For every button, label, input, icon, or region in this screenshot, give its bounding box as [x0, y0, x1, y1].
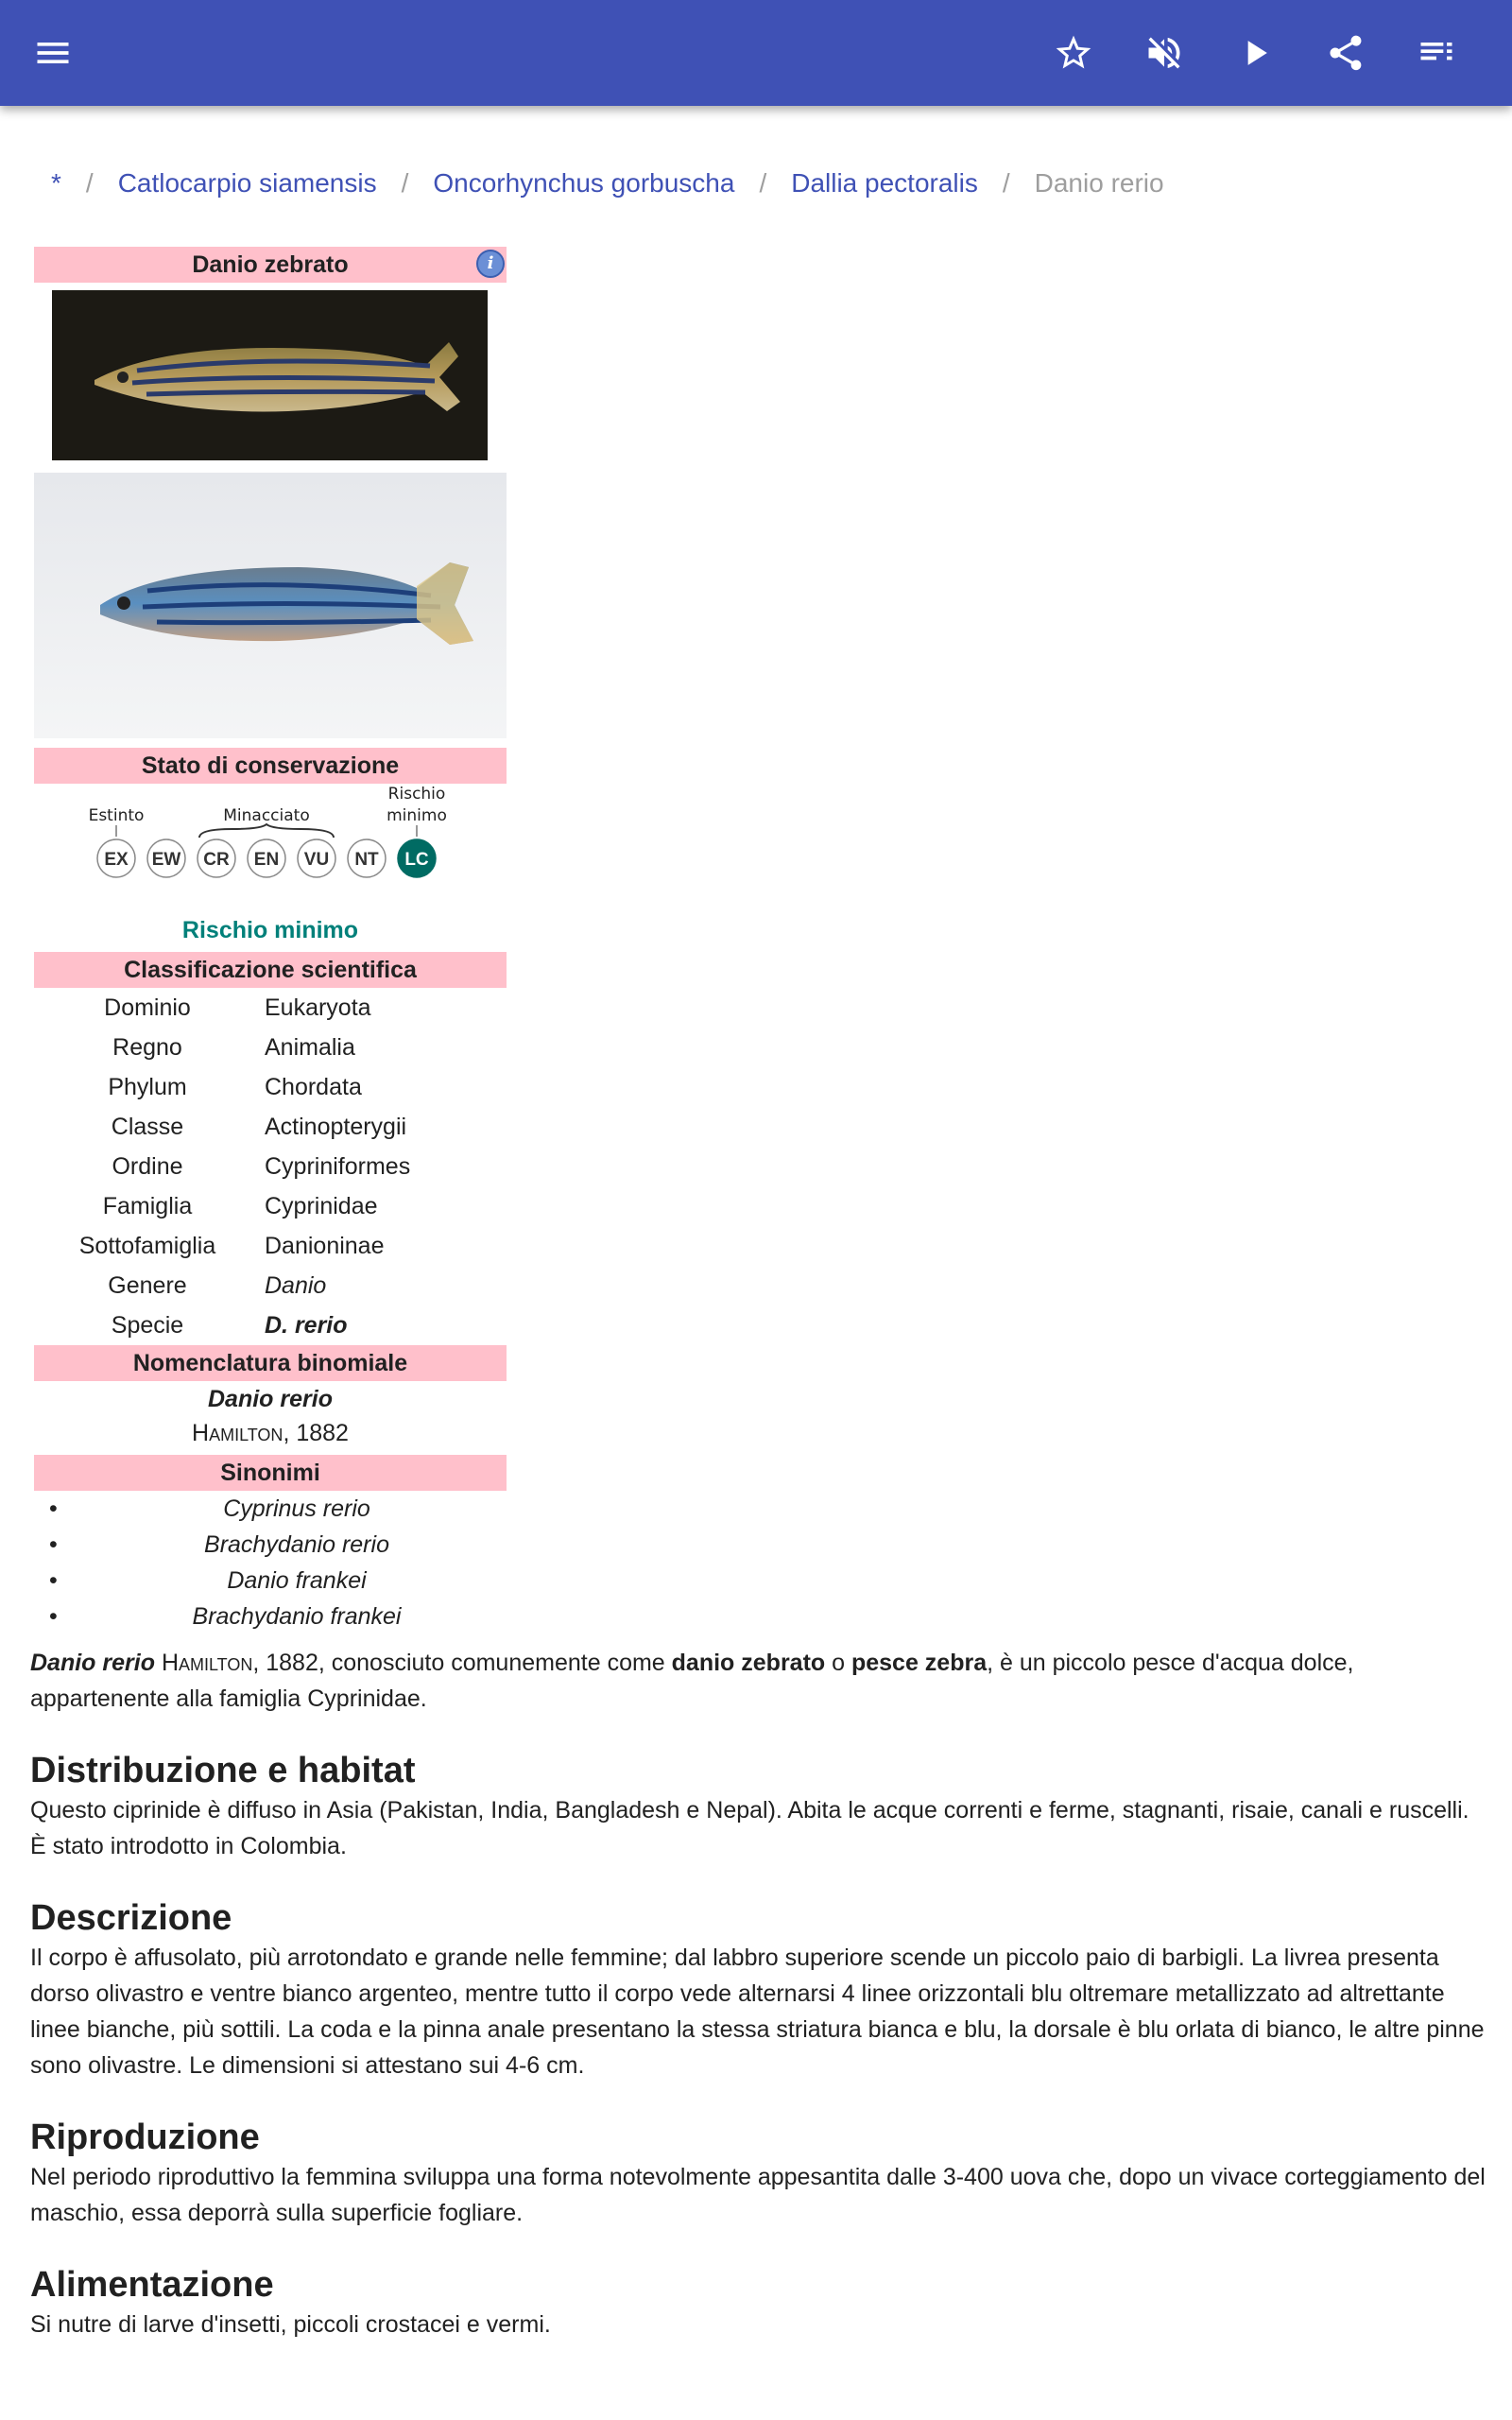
status-code: EX — [104, 850, 129, 870]
section-paragraph: Nel periodo riproduttivo la femmina sviluppa una forma notevolmente appesantita dalle 3-400 uova che, dopo un vivace corteggiamento del maschio, essa deporrà sulla superficie fogliare. — [30, 2164, 1486, 2226]
synonym-item: • Brachydanio frankei — [34, 1599, 507, 1634]
status-group-least: Rischio — [387, 785, 446, 804]
intro-paragraph — [30, 1645, 1486, 1717]
intro-text: , 1882, conosciuto comunemente come — [252, 1650, 672, 1676]
breadcrumb — [51, 168, 1164, 199]
taxon-value: Animalia — [265, 1034, 355, 1061]
classification-row — [34, 988, 507, 1028]
taxon-value: Chordata — [265, 1074, 362, 1100]
intro-common-name: danio zebrato — [671, 1650, 826, 1676]
author-year: , 1882 — [283, 1420, 349, 1446]
classification-row — [34, 1067, 507, 1107]
intro-common-name: pesce zebra — [850, 1650, 988, 1676]
classification-row — [34, 1028, 507, 1067]
status-code: NT — [354, 850, 379, 870]
classification-row — [34, 1107, 507, 1147]
classification-row — [34, 1266, 507, 1305]
play-icon[interactable] — [1232, 30, 1278, 76]
rank-label: Phylum — [108, 1074, 187, 1100]
section-paragraph: Si nutre di larve d'insetti, piccoli crostacei e vermi. — [30, 2311, 551, 2338]
status-group-least: minimo — [387, 806, 447, 825]
rank-label: Regno — [112, 1034, 182, 1061]
article-body — [30, 1645, 1486, 2342]
breadcrumb-item[interactable]: Dallia pectoralis — [791, 168, 978, 198]
section-heading: Descrizione — [30, 1898, 232, 1938]
rank-label: Sottofamiglia — [78, 1233, 216, 1259]
fish-photo-1[interactable] — [52, 290, 488, 460]
infobox-title — [34, 247, 507, 283]
conservation-status-scale — [34, 784, 507, 916]
breadcrumb-item[interactable]: Catlocarpio siamensis — [117, 168, 377, 198]
intro-species: Danio rerio — [30, 1650, 155, 1676]
classification-row — [34, 1147, 507, 1186]
species-infobox — [34, 247, 507, 1634]
taxon-value[interactable]: Danio — [265, 1272, 327, 1299]
infobox-title-text: Danio zebrato — [192, 251, 349, 278]
breadcrumb-separator: / — [1002, 168, 1010, 198]
status-code: VU — [303, 850, 330, 870]
status-group-extinct: Estinto — [88, 806, 145, 825]
rank-label: Classe — [111, 1114, 184, 1140]
synonym-item: • Brachydanio rerio — [34, 1527, 507, 1563]
binomial-header: Nomenclatura binomiale — [34, 1345, 507, 1381]
binomial-author — [34, 1417, 507, 1455]
taxon-value: Cypriniformes — [265, 1153, 411, 1180]
status-code: EN — [253, 850, 280, 870]
rank-label: Dominio — [104, 994, 191, 1021]
share-icon[interactable] — [1323, 30, 1368, 76]
status-group-threatened: Minacciato — [223, 806, 310, 825]
classification-row — [34, 1186, 507, 1226]
intro-text: , è un piccolo pesce d'acqua dolce, appartenente alla famiglia Cyprinidae. — [30, 1650, 1354, 1712]
brace — [199, 824, 334, 838]
volume-off-icon[interactable] — [1142, 30, 1187, 76]
synonym-item: • Danio frankei — [34, 1563, 507, 1599]
status-code: EW — [151, 850, 181, 870]
status-label: Rischio minimo — [181, 917, 359, 943]
intro-text: o — [825, 1650, 851, 1676]
fish-photo-2[interactable] — [34, 473, 507, 738]
rank-label: Genere — [108, 1272, 187, 1299]
section-paragraph: Questo ciprinide è diffuso in Asia (Pakistan, India, Bangladesh e Nepal). Abita le acque correnti e ferme, stagnanti, risaie, canali e ruscelli. È stato introdotto in Colombia. — [30, 1797, 1469, 1859]
breadcrumb-home[interactable]: * — [51, 168, 61, 198]
taxon-value: Danioninae — [265, 1233, 385, 1259]
playlist-icon[interactable] — [1414, 30, 1459, 76]
status-header: Stato di conservazione — [34, 748, 507, 784]
synonym-item: • Cyprinus rerio — [34, 1491, 507, 1527]
binomial-name: Danio rerio — [208, 1386, 333, 1412]
app-toolbar — [0, 0, 1512, 106]
menu-icon[interactable] — [30, 30, 76, 76]
classification-row — [34, 1305, 507, 1345]
rank-label: Ordine — [112, 1153, 183, 1180]
section-paragraph: Il corpo è affusolato, più arrotondato e grande nelle femmine; dal labbro superiore scende un piccolo paio di barbigli. La livrea presenta dorso olivastro e ventre bianco argenteo, mentre tutto il corpo vede alternarsi 4 linee orizzontali blu oltremare metallizzato ad altrettante linee bianche, più sottili. La coda e la pinna anale presentano la stessa striatura bianca e blu, la dorsale è blu orlata di bianco, le altre pinne sono olivastre. Le dimensioni si attestano sui 4-6 cm. — [30, 1945, 1485, 2079]
info-icon[interactable]: i — [476, 250, 505, 278]
intro-author: Hamilton — [161, 1650, 253, 1676]
author-name: Hamilton — [192, 1420, 284, 1446]
breadcrumb-separator: / — [759, 168, 767, 198]
classification-row — [34, 1226, 507, 1266]
breadcrumb-item[interactable]: Oncorhynchus gorbuscha — [433, 168, 735, 198]
status-code: CR — [203, 850, 230, 870]
section-heading: Distribuzione e habitat — [30, 1751, 416, 1790]
section-heading: Riproduzione — [30, 2118, 260, 2157]
breadcrumb-current: Danio rerio — [1034, 168, 1164, 198]
classification-table — [34, 988, 507, 1345]
synonyms-header: Sinonimi — [34, 1455, 507, 1491]
status-code: LC — [404, 850, 429, 870]
classification-header: Classificazione scientifica — [34, 952, 507, 988]
star-icon[interactable] — [1051, 30, 1096, 76]
taxon-value: Actinopterygii — [265, 1114, 407, 1140]
synonyms-list — [34, 1491, 507, 1634]
breadcrumb-separator: / — [85, 168, 94, 198]
rank-label: Famiglia — [102, 1193, 193, 1219]
section-heading: Alimentazione — [30, 2265, 274, 2305]
taxon-value[interactable]: D. rerio — [265, 1312, 348, 1339]
breadcrumb-separator: / — [401, 168, 409, 198]
taxon-value: Eukaryota — [265, 994, 371, 1021]
rank-label: Specie — [111, 1312, 184, 1339]
taxon-value: Cyprinidae — [265, 1193, 378, 1219]
